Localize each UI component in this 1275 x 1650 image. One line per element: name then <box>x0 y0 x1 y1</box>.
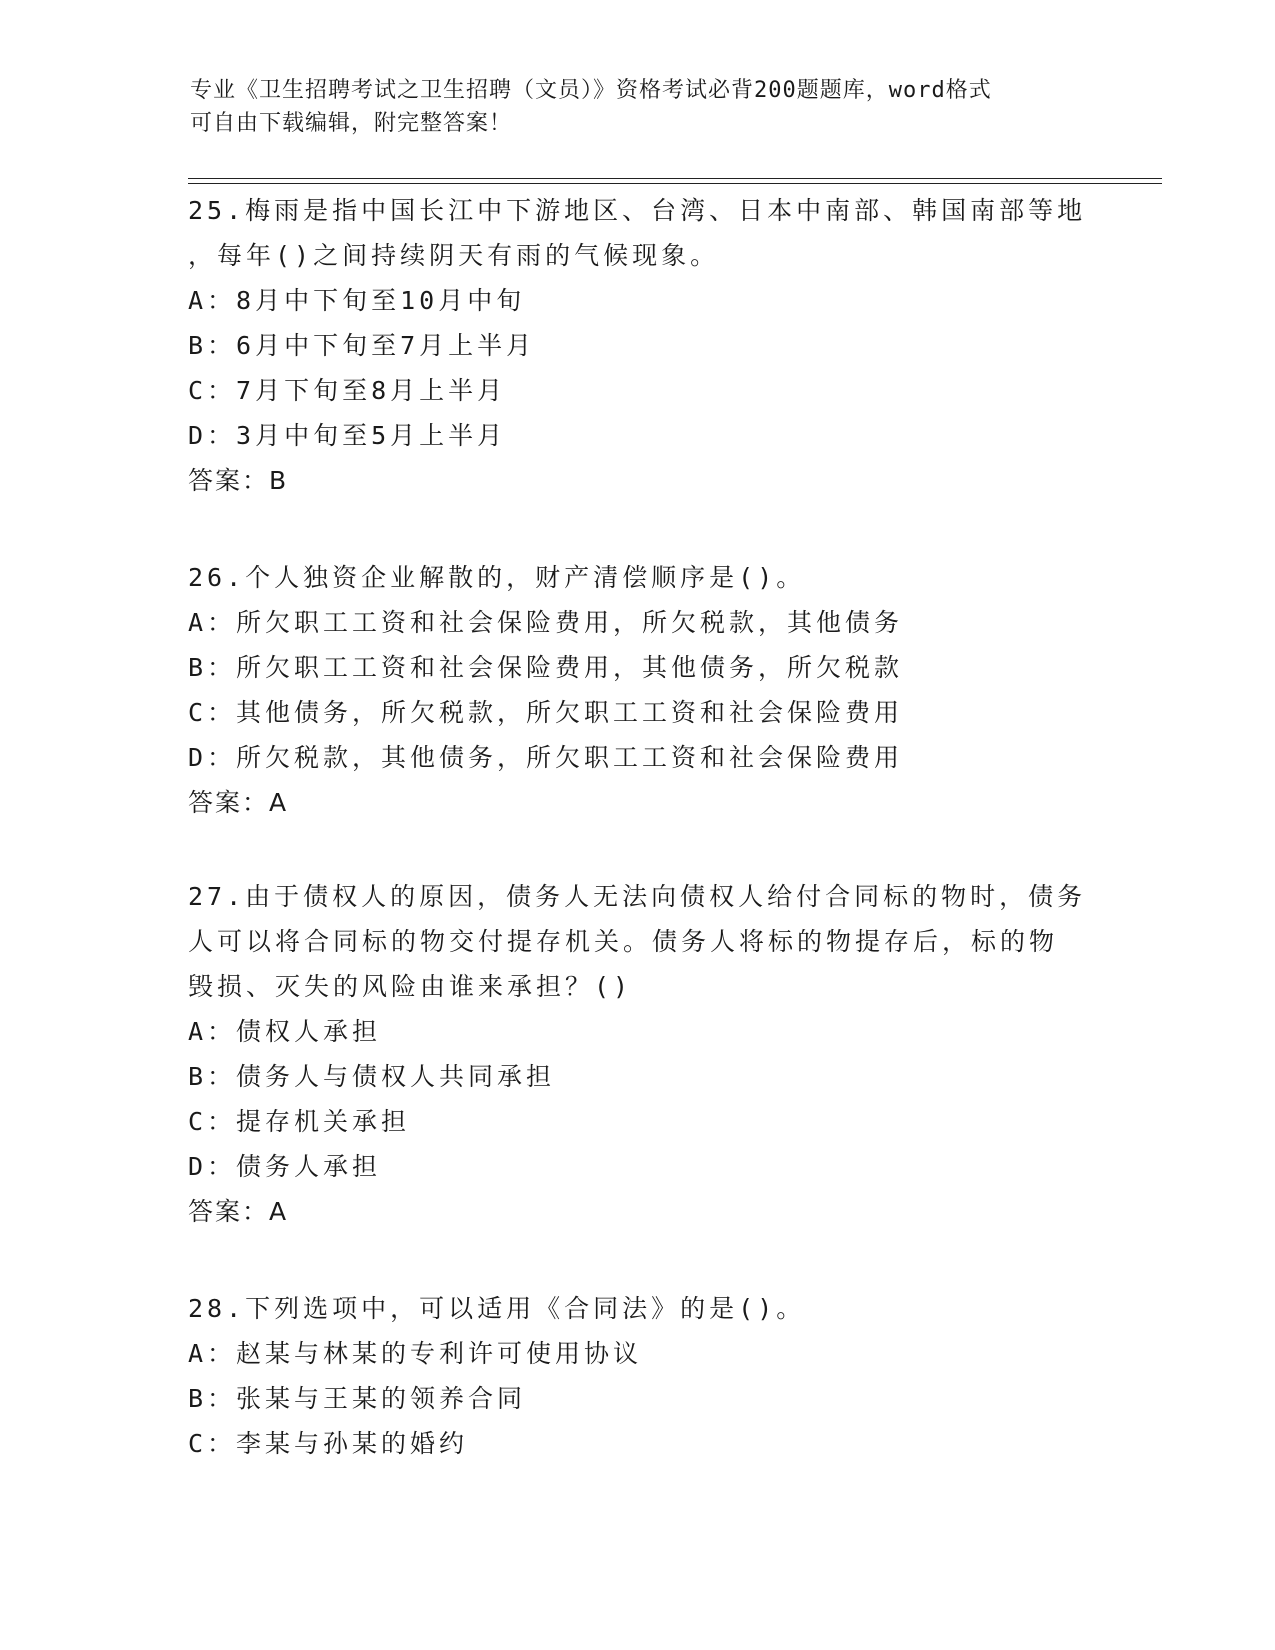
question-stem-line: 25.梅雨是指中国长江中下游地区、台湾、日本中南部、韩国南部等地 <box>188 196 1087 225</box>
question-27 <box>188 874 1088 1235</box>
option-d: D：债务人承担 <box>188 1152 382 1181</box>
option-c: C：李某与孙某的婚约 <box>188 1429 469 1458</box>
option-a: A：所欠职工工资和社会保险费用，所欠税款，其他债务 <box>188 608 904 637</box>
question-stem-line: 毁损、灭失的风险由谁来承担？() <box>188 972 633 1001</box>
option-b: B：所欠职工工资和社会保险费用，其他债务，所欠税款 <box>188 653 904 682</box>
option-c: C：7月下旬至8月上半月 <box>188 376 507 405</box>
question-stem <box>188 188 1088 278</box>
question-stem <box>188 555 1088 600</box>
option-b: B：6月中下旬至7月上半月 <box>188 331 536 360</box>
option-a: A：债权人承担 <box>188 1017 382 1046</box>
option-b: B：债务人与债权人共同承担 <box>188 1062 556 1091</box>
document-header <box>190 74 1090 140</box>
option-a: A：8月中下旬至10月中旬 <box>188 286 526 315</box>
question-26 <box>188 555 1088 826</box>
header-divider-top <box>188 178 1162 179</box>
question-28 <box>188 1286 1088 1466</box>
answer-line: 答案：B <box>188 466 289 495</box>
option-a: A：赵某与林某的专利许可使用协议 <box>188 1339 643 1368</box>
question-stem-line: 26.个人独资企业解散的，财产清偿顺序是()。 <box>188 563 806 592</box>
question-stem-line: ，每年()之间持续阴天有雨的气候现象。 <box>188 241 720 270</box>
question-25 <box>188 188 1088 504</box>
answer-line: 答案：A <box>188 788 289 817</box>
question-stem-line: 27.由于债权人的原因，债务人无法向债权人给付合同标的物时，债务 <box>188 882 1087 911</box>
answer-line: 答案：A <box>188 1197 289 1226</box>
header-title-line-1: 专业《卫生招聘考试之卫生招聘（文员）》资格考试必背200题题库，word格式 <box>190 78 992 103</box>
question-stem <box>188 1286 1088 1331</box>
header-divider-bottom <box>188 183 1162 184</box>
option-c: C：其他债务，所欠税款，所欠职工工资和社会保险费用 <box>188 698 904 727</box>
header-title-line-2: 可自由下载编辑，附完整答案！ <box>190 111 513 136</box>
question-stem-line: 人可以将合同标的物交付提存机关。债务人将标的物提存后，标的物 <box>188 927 1059 956</box>
option-c: C：提存机关承担 <box>188 1107 411 1136</box>
option-d: D：3月中旬至5月上半月 <box>188 421 507 450</box>
question-stem <box>188 874 1088 1009</box>
option-d: D：所欠税款，其他债务，所欠职工工资和社会保险费用 <box>188 743 904 772</box>
question-stem-line: 28.下列选项中，可以适用《合同法》的是()。 <box>188 1294 806 1323</box>
option-b: B：张某与王某的领养合同 <box>188 1384 527 1413</box>
